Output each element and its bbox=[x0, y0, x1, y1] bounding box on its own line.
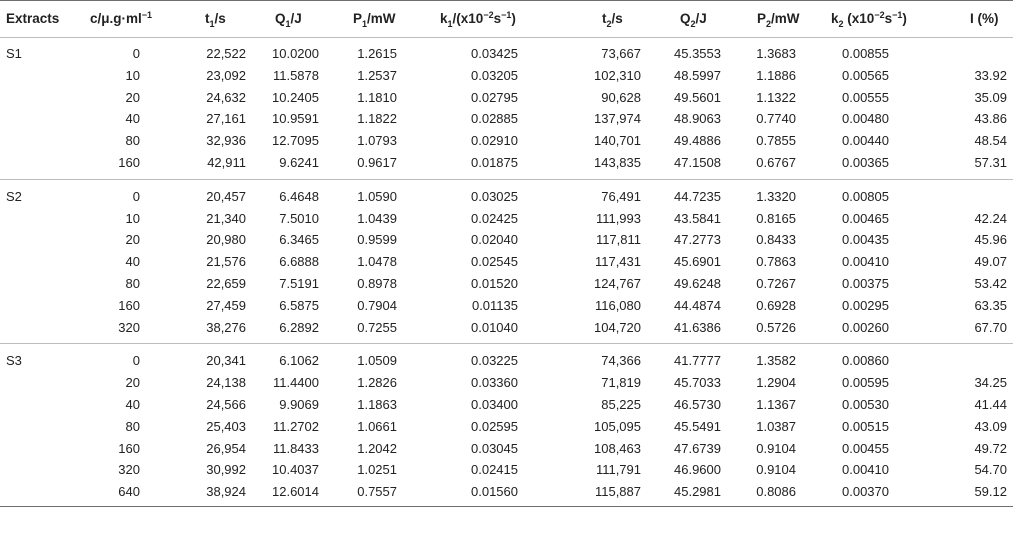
table-cell: 44.4874 bbox=[674, 297, 721, 313]
table-cell: 1.1822 bbox=[357, 111, 397, 127]
table-cell: 0.00595 bbox=[842, 375, 889, 391]
table-row bbox=[0, 250, 1013, 272]
table-cell: 1.2537 bbox=[357, 67, 397, 83]
table-cell: 0.03425 bbox=[471, 46, 518, 61]
table-cell: 1.0509 bbox=[357, 353, 397, 369]
table-cell: 0.00365 bbox=[842, 154, 889, 170]
table-cell: 0.03360 bbox=[471, 375, 518, 391]
extract-label: S1 bbox=[6, 46, 22, 61]
table-cell: 27,161 bbox=[206, 111, 246, 127]
table-cell: 10.9591 bbox=[272, 111, 319, 127]
table-cell: 117,811 bbox=[595, 232, 641, 248]
table-cell: 6.6888 bbox=[279, 254, 319, 270]
table-cell: 0.00565 bbox=[842, 67, 889, 83]
table-cell: 0.8086 bbox=[756, 484, 796, 500]
table-cell: 0.00440 bbox=[842, 133, 889, 149]
table-cell: 48.9063 bbox=[674, 111, 721, 127]
table-cell: 1.0661 bbox=[357, 418, 397, 434]
table-cell: 76,491 bbox=[601, 188, 641, 204]
table-cell: 1.0387 bbox=[756, 418, 796, 434]
table-cell: 46.5730 bbox=[674, 396, 721, 412]
table-cell: 74,366 bbox=[601, 353, 641, 369]
table-cell: 116,080 bbox=[594, 297, 641, 313]
table-cell: 1.1886 bbox=[756, 67, 796, 83]
extract-label: S3 bbox=[6, 353, 22, 369]
table-cell: 20,980 bbox=[206, 232, 246, 248]
table-cell: 1.0439 bbox=[357, 210, 397, 226]
table-cell: 63.35 bbox=[974, 297, 1007, 313]
table-cell: 0.00370 bbox=[842, 484, 889, 500]
table-cell: 0.01135 bbox=[471, 297, 518, 313]
table-cell: 0.00855 bbox=[842, 46, 889, 61]
table-cell: 73,667 bbox=[601, 46, 641, 61]
table-cell: 320 bbox=[118, 319, 140, 335]
table-cell: 1.0478 bbox=[357, 254, 397, 270]
table-cell: 67.70 bbox=[974, 319, 1007, 335]
table-cell: 11.4400 bbox=[272, 375, 319, 391]
table-cell: 1.0590 bbox=[357, 188, 397, 204]
table-cell: 45.2981 bbox=[674, 484, 721, 500]
table-cell: 49.72 bbox=[974, 440, 1007, 456]
table-cell: 0.01560 bbox=[471, 484, 518, 500]
table-row bbox=[0, 371, 1013, 393]
table-cell: 40 bbox=[125, 111, 140, 127]
table-cell: 9.6241 bbox=[279, 154, 319, 170]
table-cell: 140,701 bbox=[594, 133, 641, 149]
table-cell: 0.02415 bbox=[471, 462, 518, 478]
table-cell: 0.00435 bbox=[842, 232, 889, 248]
table-cell: 80 bbox=[125, 275, 140, 291]
table-cell: 0.9599 bbox=[357, 232, 397, 248]
table-cell: 1.1367 bbox=[756, 396, 796, 412]
header-q2: $Q_2/J$ bbox=[680, 11, 707, 29]
table-cell: 49.5601 bbox=[674, 89, 721, 105]
table-cell: 38,276 bbox=[206, 319, 246, 335]
table-cell: 80 bbox=[125, 418, 140, 434]
header-t1: $t_1/s$ bbox=[205, 11, 226, 29]
table-cell: 12.6014 bbox=[272, 484, 319, 500]
table-cell: 0.03400 bbox=[471, 396, 518, 412]
header-inhibition: I (%) bbox=[970, 11, 999, 26]
extract-label: S2 bbox=[6, 188, 22, 204]
table-cell: 9.9069 bbox=[279, 396, 319, 412]
table-cell: 0.02910 bbox=[471, 133, 518, 149]
table-cell: 0.6767 bbox=[756, 154, 796, 170]
table-cell: 48.5997 bbox=[674, 67, 721, 83]
table-cell: 160 bbox=[118, 154, 140, 170]
table-cell: 0 bbox=[132, 353, 140, 369]
table-row bbox=[0, 415, 1013, 437]
table-cell: 1.2042 bbox=[357, 440, 397, 456]
table-row bbox=[0, 86, 1013, 108]
table-cell: 1.3683 bbox=[756, 46, 796, 61]
table-cell: 0.00260 bbox=[842, 319, 889, 335]
table-cell: 0.9617 bbox=[357, 154, 397, 170]
table-row bbox=[0, 316, 1013, 338]
table-cell: 0.00555 bbox=[842, 89, 889, 105]
table-cell: 10.2405 bbox=[272, 89, 319, 105]
table-cell: 1.2615 bbox=[357, 46, 397, 61]
table-cell: 1.3320 bbox=[756, 188, 796, 204]
table-cell: 59.12 bbox=[974, 484, 1007, 500]
table-cell: 47.6739 bbox=[674, 440, 721, 456]
table-cell: 0.7255 bbox=[357, 319, 397, 335]
table-cell: 20 bbox=[125, 232, 140, 248]
table-cell: 41.44 bbox=[974, 396, 1007, 412]
table-body bbox=[0, 38, 1013, 502]
table-row bbox=[0, 207, 1013, 229]
table-row bbox=[0, 437, 1013, 459]
table-cell: 0.03205 bbox=[471, 67, 518, 83]
table-cell: 108,463 bbox=[594, 440, 641, 456]
group-separator bbox=[0, 173, 1013, 185]
table-cell: 0.7863 bbox=[756, 254, 796, 270]
table-cell: 0.02595 bbox=[471, 418, 518, 434]
table-cell: 1.3582 bbox=[756, 353, 796, 369]
table-cell: 0.7557 bbox=[357, 484, 397, 500]
table-cell: 53.42 bbox=[974, 275, 1007, 291]
table-cell: 25,403 bbox=[206, 418, 246, 434]
table-cell: 30,992 bbox=[206, 462, 246, 478]
table-row bbox=[0, 64, 1013, 86]
table-cell: 43.86 bbox=[974, 111, 1007, 127]
table-cell: 0.02425 bbox=[471, 210, 518, 226]
table-cell: 1.2826 bbox=[357, 375, 397, 391]
table-cell: 0.9104 bbox=[756, 440, 796, 456]
table-cell: 0.00410 bbox=[842, 254, 889, 270]
table-cell: 85,225 bbox=[601, 396, 641, 412]
table-cell: 6.1062 bbox=[279, 353, 319, 369]
table-cell: 1.0793 bbox=[357, 133, 397, 149]
table-cell: 0.7904 bbox=[357, 297, 397, 313]
table-cell: 0.00805 bbox=[842, 188, 889, 204]
table-cell: 10.4037 bbox=[272, 462, 319, 478]
table-cell: 45.96 bbox=[974, 232, 1007, 248]
table-cell: 46.9600 bbox=[674, 462, 721, 478]
table-cell: 20,341 bbox=[206, 353, 246, 369]
table-cell: 35.09 bbox=[974, 89, 1007, 105]
table-cell: 20 bbox=[125, 89, 140, 105]
table-header bbox=[0, 0, 1013, 38]
table-cell: 49.6248 bbox=[674, 275, 721, 291]
header-concentration: $c/\mu.g\cdot ml^{-1}$ bbox=[90, 9, 153, 26]
table-cell: 1.1863 bbox=[357, 396, 397, 412]
table-cell: 0.02795 bbox=[471, 89, 518, 105]
table-cell: 24,138 bbox=[206, 375, 246, 391]
table-cell: 124,767 bbox=[594, 275, 641, 291]
table-row bbox=[0, 393, 1013, 415]
table-cell: 26,954 bbox=[206, 440, 246, 456]
table-cell: 80 bbox=[125, 133, 140, 149]
table-cell: 102,310 bbox=[594, 67, 641, 83]
table-cell: 0.03045 bbox=[471, 440, 518, 456]
header-p1: $P_1/mW$ bbox=[353, 11, 396, 29]
table-cell: 12.7095 bbox=[272, 133, 319, 149]
table-cell: 0.00455 bbox=[842, 440, 889, 456]
table-cell: 42,911 bbox=[207, 154, 246, 170]
group-separator bbox=[0, 337, 1013, 349]
table-cell: 90,628 bbox=[601, 89, 641, 105]
table-cell: 20 bbox=[125, 375, 140, 391]
table-cell: 44.7235 bbox=[674, 188, 721, 204]
table-cell: 32,936 bbox=[206, 133, 246, 149]
table-cell: 0.00465 bbox=[842, 210, 889, 226]
table-cell: 38,924 bbox=[206, 484, 246, 500]
table-cell: 111,993 bbox=[595, 210, 641, 226]
table-cell: 24,566 bbox=[206, 396, 246, 412]
table-cell: 0.8165 bbox=[756, 210, 796, 226]
table-cell: 45.6901 bbox=[674, 254, 721, 270]
table-cell: 0.8433 bbox=[756, 232, 796, 248]
table-cell: 0.00295 bbox=[842, 297, 889, 313]
table-cell: 0.02545 bbox=[471, 254, 518, 270]
table-cell: 10.0200 bbox=[272, 46, 319, 61]
table-cell: 111,791 bbox=[595, 462, 641, 478]
table-cell: 7.5010 bbox=[279, 210, 319, 226]
table-cell: 104,720 bbox=[594, 319, 641, 335]
table-cell: 0.00860 bbox=[842, 353, 889, 369]
header-k1: $k_1/(x10^{-2}s^{-1})$ bbox=[440, 9, 516, 29]
table-cell: 0.8978 bbox=[357, 275, 397, 291]
table-cell: 105,095 bbox=[594, 418, 641, 434]
table-cell: 47.2773 bbox=[674, 232, 721, 248]
table-cell: 20,457 bbox=[206, 188, 246, 204]
table-cell: 0.7740 bbox=[756, 111, 796, 127]
table-cell: 23,092 bbox=[206, 67, 246, 83]
table-cell: 10 bbox=[125, 210, 140, 226]
table-cell: 57.31 bbox=[974, 154, 1007, 170]
table-row bbox=[0, 480, 1013, 502]
header-k2: $k_2$ $(x10^{-2}s^{-1})$ bbox=[831, 9, 907, 29]
table-cell: 11.8433 bbox=[272, 440, 319, 456]
table-cell: 7.5191 bbox=[279, 275, 319, 291]
table-row bbox=[0, 151, 1013, 173]
table-row bbox=[0, 185, 1013, 207]
table-cell: 1.0251 bbox=[357, 462, 397, 478]
table-cell: 117,431 bbox=[594, 254, 641, 270]
table-cell: 71,819 bbox=[601, 375, 641, 391]
table-cell: 0.6928 bbox=[756, 297, 796, 313]
table-cell: 0.01040 bbox=[471, 319, 518, 335]
table-cell: 0.02885 bbox=[471, 111, 518, 127]
table-cell: 11.5878 bbox=[272, 67, 319, 83]
table-cell: 11.2702 bbox=[272, 418, 319, 434]
table-row bbox=[0, 272, 1013, 294]
table-cell: 0.00375 bbox=[842, 275, 889, 291]
table-cell: 6.3465 bbox=[279, 232, 319, 248]
table-row bbox=[0, 458, 1013, 480]
table-cell: 42.24 bbox=[974, 210, 1007, 226]
table-cell: 160 bbox=[118, 440, 140, 456]
header-q1: $Q_1/J$ bbox=[275, 11, 302, 29]
table-cell: 0.03225 bbox=[471, 353, 518, 369]
table-cell: 40 bbox=[125, 254, 140, 270]
table-cell: 49.4886 bbox=[674, 133, 721, 149]
table-cell: 21,576 bbox=[206, 254, 246, 270]
table-cell: 22,522 bbox=[206, 46, 246, 61]
table-cell: 6.2892 bbox=[279, 319, 319, 335]
table-cell: 0.7267 bbox=[756, 275, 796, 291]
table-cell: 48.54 bbox=[974, 133, 1007, 149]
table-cell: 0.7855 bbox=[756, 133, 796, 149]
table-cell: 41.6386 bbox=[674, 319, 721, 335]
table-cell: 1.2904 bbox=[756, 375, 796, 391]
table-cell: 0.5726 bbox=[756, 319, 796, 335]
header-extracts: Extracts bbox=[6, 11, 60, 26]
table-cell: 115,887 bbox=[594, 484, 641, 500]
table-cell: 6.5875 bbox=[279, 297, 319, 313]
table-row bbox=[0, 42, 1013, 64]
table-cell: 45.7033 bbox=[674, 375, 721, 391]
table-cell: 0.00515 bbox=[842, 418, 889, 434]
table-cell: 0.00480 bbox=[842, 111, 889, 127]
table-cell: 137,974 bbox=[594, 111, 641, 127]
table-bottom-rule bbox=[0, 506, 1013, 507]
table-row bbox=[0, 349, 1013, 371]
table-row bbox=[0, 107, 1013, 129]
table-cell: 0.01875 bbox=[471, 154, 518, 170]
table-cell: 0 bbox=[132, 46, 140, 61]
table-cell: 54.70 bbox=[974, 462, 1007, 478]
table-cell: 21,340 bbox=[206, 210, 246, 226]
table-row bbox=[0, 129, 1013, 151]
table-cell: 24,632 bbox=[206, 89, 246, 105]
table-cell: 47.1508 bbox=[674, 154, 721, 170]
table-cell: 0.02040 bbox=[471, 232, 518, 248]
table-cell: 1.1810 bbox=[357, 89, 397, 105]
table-cell: 0.00410 bbox=[842, 462, 889, 478]
table-cell: 22,659 bbox=[206, 275, 246, 291]
table-cell: 0.01520 bbox=[471, 275, 518, 291]
table-cell: 43.09 bbox=[974, 418, 1007, 434]
table-cell: 49.07 bbox=[974, 254, 1007, 270]
table-cell: 0 bbox=[132, 188, 140, 204]
header-t2: $t_2/s$ bbox=[602, 11, 623, 29]
table-cell: 40 bbox=[125, 396, 140, 412]
table-row bbox=[0, 228, 1013, 250]
table-cell: 27,459 bbox=[206, 297, 246, 313]
table-cell: 320 bbox=[118, 462, 140, 478]
table-cell: 0.9104 bbox=[756, 462, 796, 478]
table-cell: 43.5841 bbox=[674, 210, 721, 226]
table-row bbox=[0, 294, 1013, 316]
header-p2: $P_2/mW$ bbox=[757, 11, 800, 29]
table-cell: 6.4648 bbox=[279, 188, 319, 204]
table-cell: 45.5491 bbox=[674, 418, 721, 434]
table-cell: 34.25 bbox=[974, 375, 1007, 391]
table-cell: 0.00530 bbox=[842, 396, 889, 412]
table-cell: 33.92 bbox=[974, 67, 1007, 83]
table-cell: 160 bbox=[118, 297, 140, 313]
table-cell: 45.3553 bbox=[674, 46, 721, 61]
table-cell: 143,835 bbox=[594, 154, 641, 170]
table-cell: 1.1322 bbox=[756, 89, 796, 105]
table-cell: 640 bbox=[118, 484, 140, 500]
table-cell: 0.03025 bbox=[471, 188, 518, 204]
table-cell: 10 bbox=[125, 67, 140, 83]
table-cell: 41.7777 bbox=[674, 353, 721, 369]
